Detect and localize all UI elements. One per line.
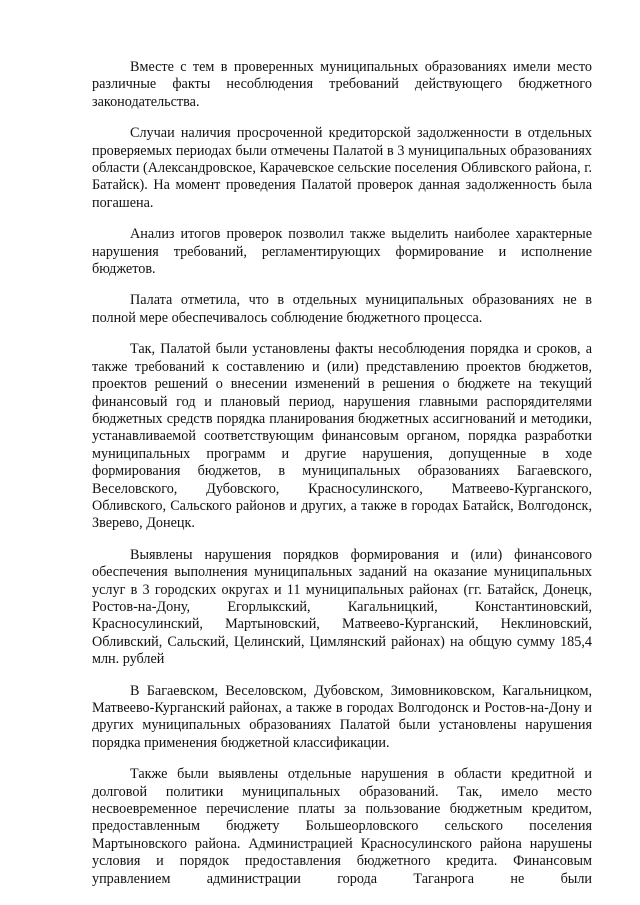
paragraph-2: Случаи наличия просроченной кредиторской задолженности в отдельных проверяемых периодах были отмечены Палатой в 3 муниципальных образованиях области (Александровское, Карачевское сельские поселения Обливского района, г. Батайск). На момент проведения Палатой проверок данная задолженность была погашена. bbox=[92, 125, 592, 211]
paragraph-6: Выявлены нарушения порядков формирования и (или) финансового обеспечения выполнения муниципальных заданий на оказание муниципальных услуг в 3 городских округах и 11 муниципальных районах (гг. Батайск, Донецк, Ростов-на-Дону, Егорлыкский, Кагальницкий, Константиновский, Красносулинский, Мартыновский, Матвеево-Курганский, Неклиновский, Обливский, Сальский, Целинский, Цимлянский районах) на общую сумму 185,4 млн. рублей bbox=[92, 546, 592, 668]
paragraph-5: Так, Палатой были установлены факты несоблюдения порядка и сроков, а также требований к составлению и (или) представлению проектов бюджетов, проектов решений о внесении изменений в решения о бюджете на текущий финансовый год и плановый период, нарушения главными распорядителями бюджетных средств порядка планирования бюджетных ассигнований и методики, устанавливаемой соответствующим финансовым органом, порядка разработки муниципальных программ и другие нарушения, допущенные в ходе формирования бюджетов, в муниципальных образованиях Багаевского, Веселовского, Дубовского, Красносулинского, Матвеево-Курганского, Обливского, Сальского районов и других, а также в городах Батайск, Волгодонск, Зверево, Донецк. bbox=[92, 341, 592, 532]
paragraph-7: В Багаевском, Веселовском, Дубовском, Зимовниковском, Кагальницком, Матвеево-Курганский районах, а также в городах Волгодонск и Ростов-на-Дону и других муниципальных образованиях Палатой были установлены нарушения порядка применения бюджетной классификации. bbox=[92, 682, 592, 751]
paragraph-1: Вместе с тем в проверенных муниципальных образованиях имели место различные факты несоблюдения требований действующего бюджетного законодательства. bbox=[92, 59, 592, 110]
paragraph-8: Также были выявлены отдельные нарушения в области кредитной и долговой политики муниципальных образований. Так, имело место несвоевременное перечисление платы за пользование бюджетным кредитом, предоставленным бюджету Большеорловского сельского поселения Мартыновского района. Администрацией Красносулинского района нарушены условия и порядок предоставления бюджетного кредита. Финансовым управлением администрации города Таганрога не были bbox=[92, 766, 592, 887]
paragraph-4: Палата отметила, что в отдельных муниципальных образованиях не в полной мере обеспечивалось соблюдение бюджетного процесса. bbox=[92, 292, 592, 326]
document-page bbox=[92, 59, 592, 888]
paragraph-3: Анализ итогов проверок позволил также выделить наиболее характерные нарушения требований, регламентирующих формирование и исполнение бюджетов. bbox=[92, 226, 592, 278]
